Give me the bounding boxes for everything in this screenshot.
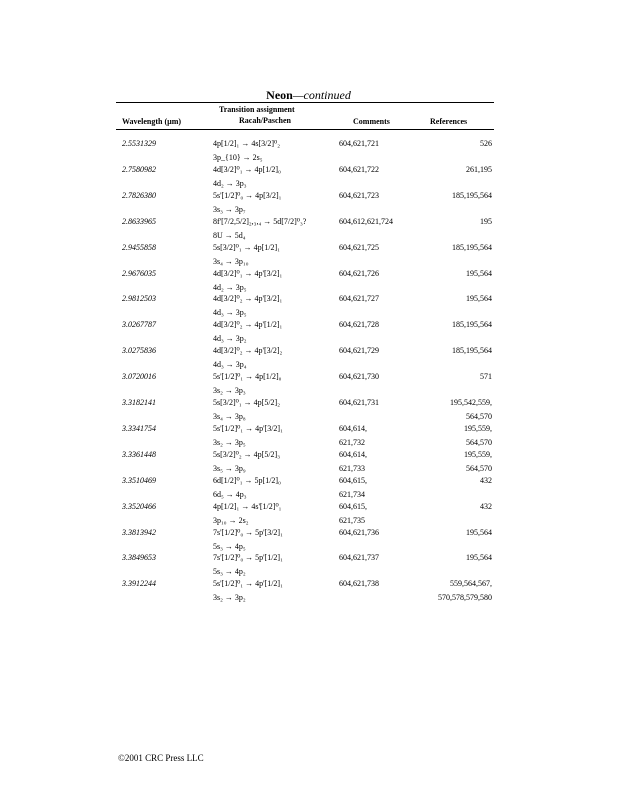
wavelength-cell: 3.0720016 [122, 372, 156, 382]
racah-cell: 4p[1/2]₁ → 4s'[1/2]⁰₁ [213, 501, 282, 511]
comments-cell: 604,621,736 [339, 527, 379, 537]
paschen-cell: 3s₂ → 3p₂ [213, 593, 246, 603]
racah-cell: 5s'[1/2]⁰₀ → 4p[3/2]₁ [213, 190, 282, 200]
comments-cell: 604,615, [339, 501, 367, 511]
references-cell-line2: 564,570 [466, 463, 492, 473]
references-cell-line2: 564,570 [466, 437, 492, 447]
page-title [0, 88, 617, 103]
references-cell: 526 [480, 139, 492, 148]
table-top-rule [116, 102, 494, 103]
paschen-cell: 3s₂ → 3p₃ [213, 386, 246, 396]
references-cell: 195,559, [464, 449, 492, 459]
references-cell-line2: 564,570 [466, 412, 492, 421]
comments-cell: 604,621,727 [339, 294, 379, 304]
comments-cell: 604,621,738 [339, 579, 379, 589]
wavelength-cell: 2.7826380 [122, 190, 156, 200]
wavelength-cell: 2.9676035 [122, 268, 156, 278]
comments-cell: 604,615, [339, 475, 367, 485]
racah-cell: 4d[3/2]⁰₂ → 4p'[3/2]₁ [213, 294, 283, 304]
header-transition-line1: Transition assignment [219, 105, 295, 114]
references-cell: 185,195,564 [452, 346, 492, 356]
wavelength-cell: 2.8633965 [122, 216, 156, 226]
wavelength-cell: 3.3510469 [122, 475, 156, 485]
comments-cell: 604,621,730 [339, 372, 379, 382]
wavelength-cell: 3.3849653 [122, 553, 156, 563]
header-wavelength: Wavelength (µm) [122, 117, 182, 126]
wavelength-cell: 3.3182141 [122, 398, 156, 407]
comments-cell: 604,621,731 [339, 398, 379, 407]
paschen-cell: 5s₃ → 4p₂ [213, 567, 246, 577]
references-cell: 195,559, [464, 423, 492, 433]
title-suffix: —continued [292, 88, 351, 102]
references-cell-line2: 570,578,579,580 [438, 593, 492, 603]
wavelength-cell: 3.3912244 [122, 579, 156, 589]
comments-cell: 604,621,725 [339, 242, 379, 252]
title-element: Neon [266, 88, 293, 102]
paschen-cell: 6d₅ → 4p₃ [213, 489, 247, 499]
references-cell: 195 [480, 216, 492, 226]
header-comments: Comments [353, 117, 390, 126]
references-cell: 432 [480, 475, 492, 485]
references-cell: 261,195 [466, 164, 492, 174]
comments-cell: 604,621,728 [339, 320, 379, 330]
references-cell: 185,195,564 [452, 190, 492, 200]
racah-cell: 4d[3/2]⁰₂ → 4p'[1/2]₁ [213, 320, 283, 330]
wavelength-cell: 2.9455858 [122, 242, 156, 252]
comments-cell: 604,621,723 [339, 190, 379, 200]
paschen-cell: 3s₂ → 3p₅ [213, 437, 246, 447]
racah-cell: 5s[3/2]⁰₁ → 4p[1/2]₁ [213, 242, 280, 252]
footer-copyright: ©2001 CRC Press LLC [118, 753, 204, 763]
racah-cell: 5s'[1/2]⁰₁ → 4p'[1/2]₁ [213, 579, 283, 589]
references-cell: 195,564 [466, 553, 492, 563]
references-cell: 185,195,564 [452, 320, 492, 330]
references-cell: 195,564 [466, 294, 492, 304]
comments-cell: 604,621,726 [339, 268, 379, 278]
references-cell: 559,564,567, [450, 579, 492, 589]
paschen-cell: 4d₂ → 3p₅ [213, 282, 247, 292]
wavelength-cell: 3.3520466 [122, 501, 156, 511]
wavelength-cell: 3.3361448 [122, 449, 156, 459]
comments-cell: 604,621,737 [339, 553, 379, 563]
comments-cell: 604,612,621,724 [339, 216, 393, 226]
racah-cell: 5s[3/2]⁰₁ → 4p[5/2]₂ [213, 398, 280, 407]
paschen-cell: 4d₃ → 3p₂ [213, 334, 247, 344]
comments-cell: 604,621,729 [339, 346, 379, 356]
wavelength-cell: 2.5531329 [122, 139, 156, 148]
references-cell: 195,564 [466, 268, 492, 278]
racah-cell: 4d[3/2]⁰₂ → 4p'[3/2]₂ [213, 346, 283, 356]
racah-cell: 4d[3/2]⁰₁ → 4p'[3/2]₁ [213, 268, 283, 278]
racah-cell: 7s'[1/2]⁰₀ → 5p'[3/2]₁ [213, 527, 283, 537]
wavelength-cell: 3.3813942 [122, 527, 156, 537]
paschen-cell: 3s₃ → 3p₇ [213, 204, 246, 214]
comments-cell-line2: 621,735 [339, 515, 365, 525]
racah-cell: 5s[3/2]⁰₂ → 4p[5/2]₃ [213, 449, 280, 459]
paschen-cell: 5s₃ → 4p₅ [213, 541, 246, 551]
comments-cell-line2: 621,732 [339, 437, 365, 447]
wavelength-cell: 2.9812503 [122, 294, 156, 304]
comments-cell: 604,621,722 [339, 164, 379, 174]
comments-cell-line2: 621,733 [339, 463, 365, 473]
paschen-cell: 3s₄ → 3p₁₀ [213, 256, 249, 266]
comments-cell: 604,614, [339, 423, 367, 433]
wavelength-cell: 3.3341754 [122, 423, 156, 433]
paschen-cell: 4d₃ → 3p₅ [213, 308, 247, 318]
paschen-cell: 3p₁₀ → 2s₂ [213, 515, 249, 525]
paschen-cell: 8U → 5d₄ [213, 230, 246, 240]
references-cell: 432 [480, 501, 492, 511]
racah-cell: 5s'[1/2]⁰₁ → 4p'[3/2]₁ [213, 423, 283, 433]
header-transition-line2: Racah/Paschen [239, 116, 291, 125]
table-header-rule [116, 129, 494, 130]
racah-cell: 6d[1/2]⁰₁ → 5p[1/2]₀ [213, 475, 281, 485]
racah-cell: 4d[3/2]⁰₁ → 4p[1/2]₀ [213, 164, 281, 174]
racah-cell: 8f'[7/2,5/2]₂,₃,₄ → 5d[7/2]⁰₃? [213, 216, 307, 226]
references-cell: 185,195,564 [452, 242, 492, 252]
paschen-cell: 3s₄ → 3p₈ [213, 412, 246, 421]
paschen-cell: 4d₃ → 3p₄ [213, 360, 247, 370]
paschen-cell: 4d₂ → 3p₃ [213, 178, 247, 188]
comments-cell-line2: 621,734 [339, 489, 365, 499]
wavelength-cell: 3.0275836 [122, 346, 156, 356]
references-cell: 195,564 [466, 527, 492, 537]
comments-cell: 604,614, [339, 449, 367, 459]
racah-cell: 7s'[1/2]⁰₀ → 5p'[1/2]₁ [213, 553, 283, 563]
references-cell: 571 [480, 372, 492, 382]
paschen-cell: 3p_{10} → 2s₅ [213, 153, 263, 162]
racah-cell: 5s'[1/2]⁰₁ → 4p[1/2]₀ [213, 372, 282, 382]
header-references: References [430, 117, 468, 126]
comments-cell: 604,621,721 [339, 139, 379, 148]
wavelength-cell: 2.7580982 [122, 164, 156, 174]
racah-cell: 4p[1/2]₁ → 4s[3/2]⁰₂ [213, 139, 280, 148]
wavelength-cell: 3.0267787 [122, 320, 156, 330]
paschen-cell: 3s₅ → 3p₉ [213, 463, 246, 473]
references-cell: 195,542,559, [450, 398, 492, 407]
